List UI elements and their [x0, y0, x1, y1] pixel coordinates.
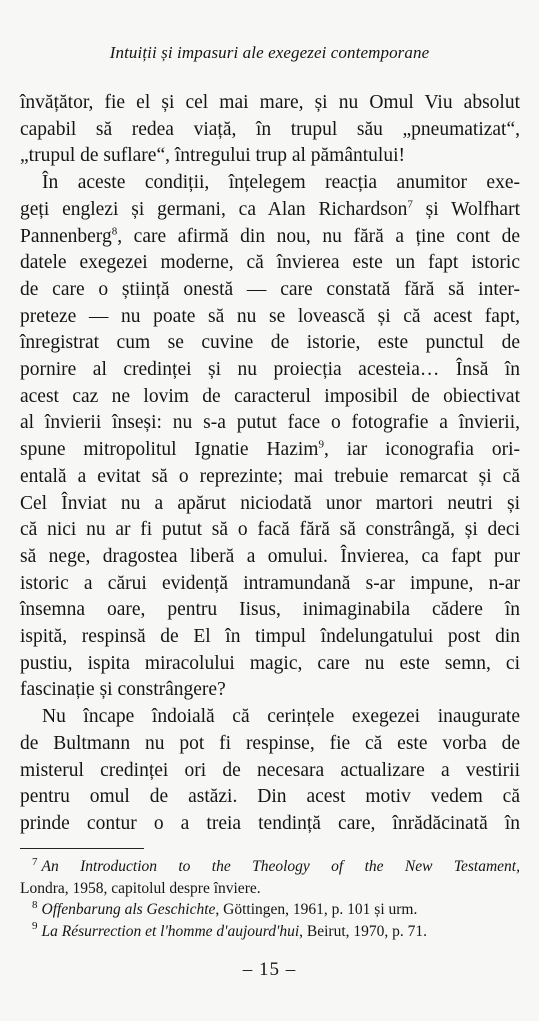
page-number: – 15 –	[242, 959, 297, 980]
text-line: datele exegezei moderne, că învierea este un fapt istoric	[20, 252, 520, 274]
text-line: capabil să redea viață, în trupul său „pneumatizat“,	[20, 118, 520, 140]
text-line: preteze — nu poate să nu se lovească și că acest fapt,	[20, 305, 520, 327]
text-line: învățător, fie el și cel mai mare, și nu Omul Viu absolut	[20, 92, 520, 113]
text-line: să nege, dragostea liberă a omului. Învierea, ca fapt pur	[20, 545, 520, 567]
text-line: pustiu, ispita miracolului magic, care nu este semn, ci	[20, 652, 520, 674]
text-line: spune mitropolitul Ignatie Hazim$^9$, iar iconografia ori-	[20, 438, 521, 461]
text-line: Pannenberg$^8$, care afirmă din nou, nu fără a ține cont de	[20, 225, 520, 247]
footnote-ref: 7	[407, 198, 413, 211]
text-line: al învierii înseși: nu s-a putut face o fotografie a învierii,	[20, 412, 520, 434]
text-line: însemna oare, pentru Iisus, inimaginabila cădere în	[20, 599, 520, 621]
text-line: misterul credinței ori de necesara actualizare a vestirii	[20, 759, 520, 781]
text-line: Cel Înviat nu a apărut niciodată unor martori neutri și	[20, 492, 520, 514]
footnote-7: $^7$ An Introduction to the Theology of the New Testament,	[32, 855, 520, 875]
text-line: ispită, respinsă de El în timpul îndelungatului post din	[20, 626, 520, 648]
text-line: prinde contur o a treia tendință care, înrădăcinată în	[20, 812, 520, 834]
footnote-ref: 9	[318, 438, 324, 451]
running-head: Intuiții și impasuri ale exegezei contemporane	[109, 43, 430, 62]
text-line: fascinație și constrângere?	[20, 679, 226, 701]
body-text	[20, 90, 520, 838]
footnote-ref: 8	[111, 225, 118, 238]
text-line: „trupul de suflare“, întregului trup al pământului!	[20, 145, 406, 167]
text-line: acest caz ne lovim de caracterul imposibil de obiectivat	[20, 385, 520, 407]
footnote-7-continuation: Londra, 1958, capitolul despre înviere.	[20, 879, 261, 897]
text-line: Nu încape îndoială că cerințele exegezei inaugurate	[42, 706, 520, 728]
footnote-8: $^8$ Offenbarung als Geschichte, Göttingen, 1961, p. 101 și urm.	[32, 898, 418, 918]
text-line: entală a evitat să o reprezinte; mai trebuie remarcat și că	[20, 465, 520, 487]
text-line: geți englezi și germani, ca Alan Richardson$^7$ și Wolfhart	[20, 198, 520, 220]
text-line: pornire al credinței și nu proiecția acesteia… Însă în	[20, 359, 520, 381]
text-line: de care o știință onestă — care constată fără să inter-	[20, 278, 520, 300]
footnote-divider	[20, 848, 144, 849]
text-line: istoric a cărui evidență intramundană s-ar impune, n-ar	[20, 572, 520, 594]
footnote-9: $^9$ La Résurrection et l'homme d'aujourd'hui, Beirut, 1970, p. 71.	[32, 920, 428, 940]
text-line: pentru omul de astăzi. Din acest motiv vedem că	[20, 786, 520, 808]
text-line: În aceste condiții, înțelegem reacția anumitor exe-	[42, 172, 520, 194]
footnotes	[20, 856, 520, 942]
text-line: înregistrat cum se cuvine de istorie, este punctul de	[20, 332, 520, 354]
text-line: de Bultmann nu pot fi respinse, fie că este vorba de	[20, 732, 520, 754]
text-line: că nici nu ar fi putut să o facă fără să constrângă, și deci	[20, 519, 520, 541]
